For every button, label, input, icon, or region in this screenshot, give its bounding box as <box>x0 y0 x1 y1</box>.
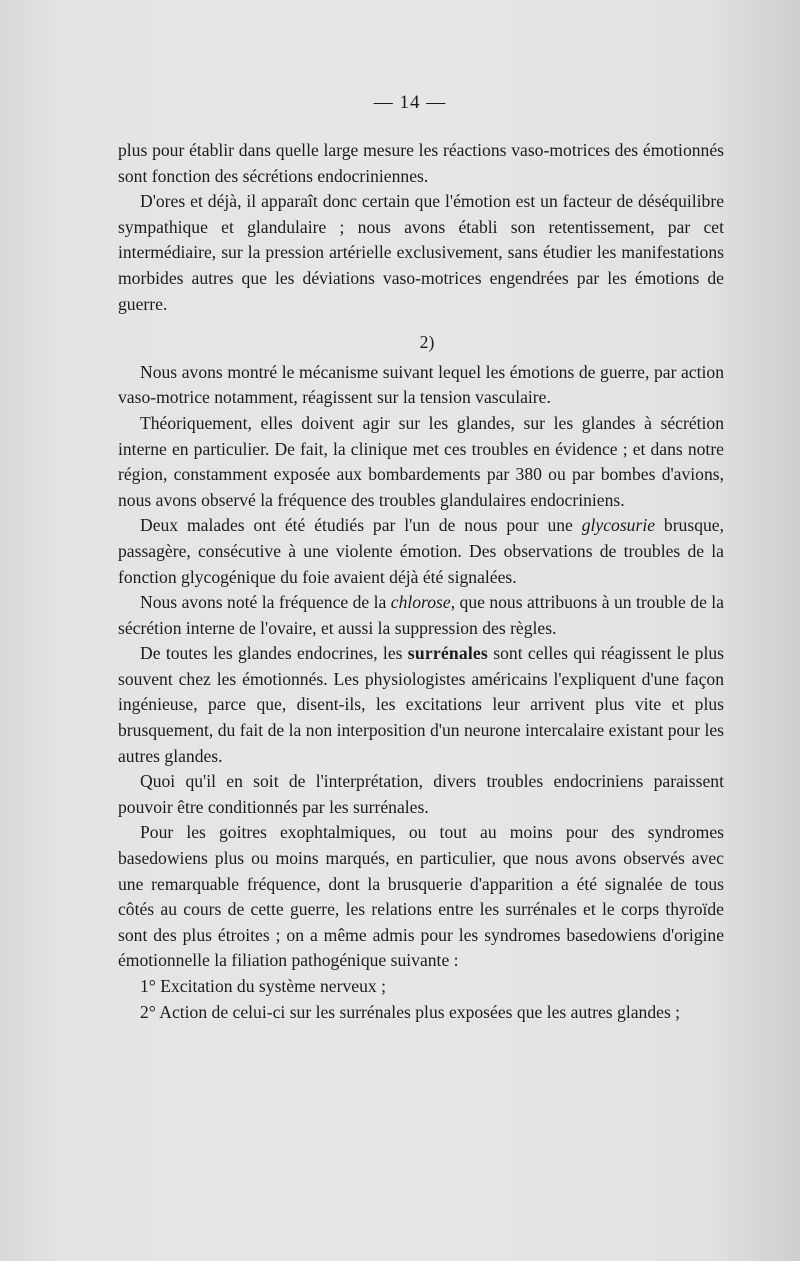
paragraph-continuation: plus pour établir dans quelle large mesure les réactions vaso-motrices des émotionnés sont fonction des sécrétions endocriniennes. <box>118 140 724 186</box>
paragraph-emotion-imbalance: D'ores et déjà, il apparaît donc certain que l'émotion est un facteur de déséquilibre sympathique et glandulaire ; nous avons établi son retentissement, par cet intermédiaire, sur la pression artérielle exclusivement, sans étudier les manifestations morbides autres que les déviations vaso-motrices engendrées par les émotions de guerre. <box>118 191 724 314</box>
bold-term-surrenales: surrénales <box>407 643 488 664</box>
page-number: — 14 — <box>373 92 447 113</box>
list-item-1: 1° Excitation du système nerveux ; <box>140 976 386 996</box>
paragraph-mechanism: Nous avons montré le mécanisme suivant lequel les émotions de guerre, par action vaso-motrice notamment, réagissent sur la tension vasculaire. <box>118 361 724 408</box>
italic-term-chlorose: chlorose <box>390 592 451 613</box>
text-run: De toutes les glandes endocrines, les <box>140 643 408 664</box>
paragraph-interpretation: Quoi qu'il en soit de l'interprétation, divers troubles endocriniens paraissent pouvoir être conditionnés par les surrénales. <box>118 771 724 817</box>
text-run: , que nous attribuons à un trouble de la sécrétion interne de l'ovaire, et aussi la suppression des règles. <box>118 592 724 638</box>
italic-term-glycosurie: glycosurie <box>581 515 656 536</box>
text-run: brusque, passagère, consécutive à une violente émotion. Des observations de troubles de la fonction glycogénique du foie avaient déjà été signalées. <box>118 515 724 587</box>
list-item-2: 2° Action de celui-ci sur les surrénales plus exposées que les autres glandes ; <box>140 1001 681 1022</box>
body-text <box>118 138 724 1025</box>
paragraph-surrenales <box>118 641 724 769</box>
paragraph-glycosurie <box>118 513 724 590</box>
section-heading: 2) <box>419 332 435 353</box>
text-run: Nous avons noté la fréquence de la <box>140 592 391 613</box>
text-run: Deux malades ont été étudiés par l'un de nous pour une <box>140 515 582 536</box>
paragraph-glands: Théoriquement, elles doivent agir sur les glandes, sur les glandes à sécrétion interne en particulier. De fait, la clinique met ces troubles en évidence ; et dans notre région, constamment exposée aux bombardements par 380 ou par bombes d'avions, nous avons observé la fréquence des troubles glandulaires endocriniens. <box>118 412 724 510</box>
paragraph-goitres: Pour les goitres exophtalmiques, ou tout au moins pour des syndromes basedowiens plus ou moins marqués, en particulier, que nous avons observés avec une remarquable fréquence, dont la brusquerie d'apparition a été signalée de tous côtés au cours de cette guerre, les relations entre les surrénales et le corps thyroïde sont des plus étroites ; on a même admis pour les syndromes basedowiens d'origine émotionnelle la filiation pathogénique suivante : <box>118 822 724 971</box>
text-run: sont celles qui réagissent le plus souvent chez les émotionnés. Les physiologistes américains l'expliquent d'une façon ingénieuse, parce que, disent-ils, les excitations leur arrivent plus vite et plus brusquement, du fait de la non interposition d'un neurone intercalaire existant pour les autres glandes. <box>118 643 724 766</box>
paragraph-chlorose <box>118 590 724 641</box>
